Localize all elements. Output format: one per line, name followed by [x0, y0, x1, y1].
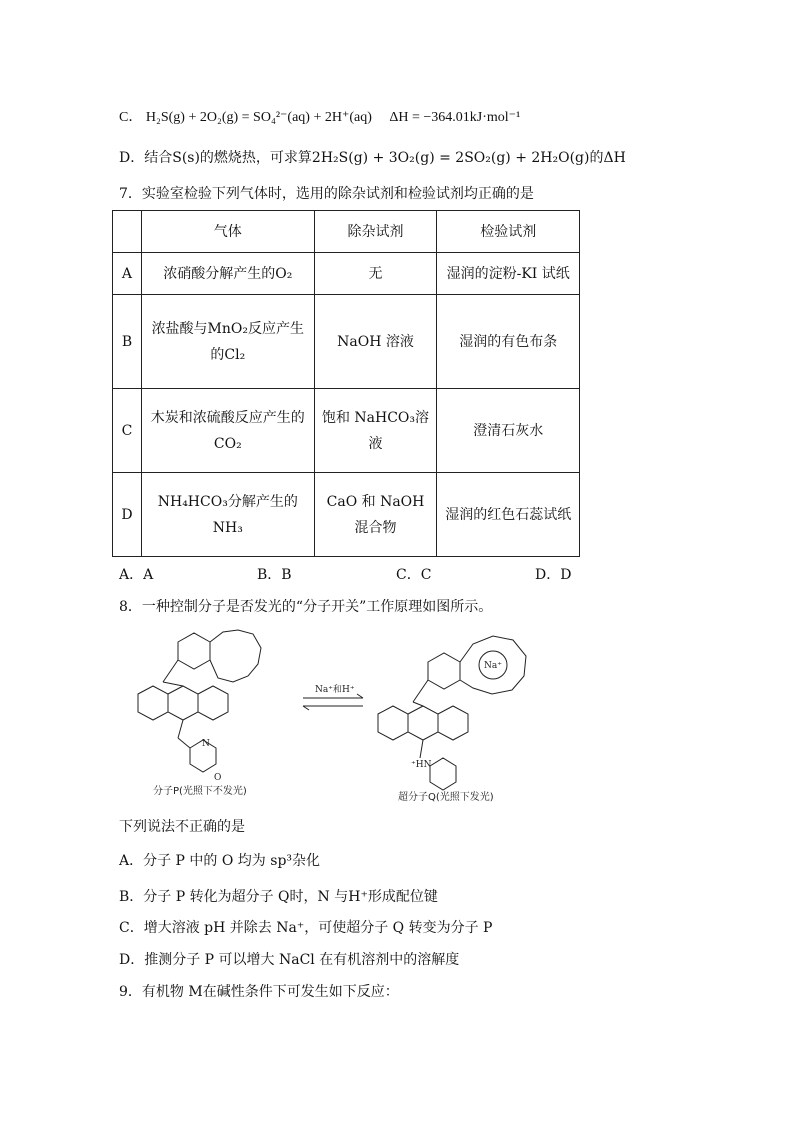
q7-option-a[interactable]: A．A: [119, 567, 154, 583]
remove-reagent-cell: CaO 和 NaOH 混合物: [314, 473, 437, 557]
q7-option-d[interactable]: D．D: [535, 567, 572, 583]
q7-option-b[interactable]: B．B: [257, 567, 292, 583]
row-label: D: [113, 473, 142, 557]
table-row: [113, 295, 580, 389]
q7-table: [112, 210, 580, 557]
test-reagent-cell: 湿润的淀粉-KI 试纸: [437, 253, 580, 295]
test-reagent-cell: 澄清石灰水: [437, 389, 580, 473]
table-row: [113, 253, 580, 295]
header-cell: 气体: [141, 211, 314, 253]
remove-reagent-cell: 饱和 NaHCO₃溶液: [314, 389, 437, 473]
q9-stem: 9．有机物 M在碱性条件下可发生如下反应：: [119, 984, 399, 1000]
row-label: A: [113, 253, 142, 295]
q8-option-a[interactable]: A．分子 P 中的 O 均为 sp³杂化: [119, 853, 321, 869]
q8-stem: 8．一种控制分子是否发光的“分子开关”工作原理如图所示。: [119, 599, 493, 615]
atom-n-label: N: [202, 739, 210, 749]
q6-option-c-enthalpy: ΔH = −364.01kJ·mol⁻¹: [389, 110, 521, 125]
test-reagent-cell: 湿润的红色石蕊试纸: [437, 473, 580, 557]
remove-reagent-cell: 无: [314, 253, 437, 295]
q6-option-d-text: 结合S(s)的燃烧热，可求算2H₂S(g) + 3O₂(g) = 2SO₂(g) + 2H₂O(g)的ΔH: [144, 150, 626, 166]
q8-option-d[interactable]: D．推测分子 P 可以增大 NaCl 在有机溶剂中的溶解度: [119, 952, 460, 968]
header-cell: [113, 211, 142, 253]
gas-cell: 浓硝酸分解产生的O₂: [141, 253, 314, 295]
protonated-amine-label: ⁺HN: [411, 760, 432, 770]
q6-option-c-label: C．: [119, 110, 143, 125]
molecule-p-structure: [138, 630, 261, 772]
q7-stem: 7．实验室检验下列气体时，选用的除杂试剂和检验试剂均正确的是: [119, 186, 534, 202]
molecule-q-structure: [378, 636, 526, 790]
gas-cell: 浓盐酸与MnO₂反应产生的Cl₂: [141, 295, 314, 389]
q6-option-d-label: D．: [119, 150, 145, 166]
test-reagent-cell: 湿润的有色布条: [437, 295, 580, 389]
gas-cell: 木炭和浓硫酸反应产生的CO₂: [141, 389, 314, 473]
table-row: [113, 473, 580, 557]
remove-reagent-cell: NaOH 溶液: [314, 295, 437, 389]
q6-option-c: [119, 108, 520, 128]
q6-option-c-equation: H₂S(g) + 2O₂(g) = SO₄²⁻(aq) + 2H⁺(aq): [145, 110, 372, 125]
q7-option-c[interactable]: C．C: [396, 567, 432, 583]
atom-o-label: O: [214, 773, 222, 783]
q8-option-b[interactable]: B．分子 P 转化为超分子 Q时，N 与H⁺形成配位键: [119, 889, 438, 905]
sodium-ion-label: Na⁺: [484, 661, 502, 671]
molecular-switch-figure: [108, 620, 548, 805]
row-label: B: [113, 295, 142, 389]
row-label: C: [113, 389, 142, 473]
table-header-row: [113, 211, 580, 253]
q8-prompt: 下列说法不正确的是: [119, 819, 245, 835]
gas-cell: NH₄HCO₃分解产生的NH₃: [141, 473, 314, 557]
q6-option-d: [119, 148, 626, 168]
q8-option-c[interactable]: C．增大溶液 pH 并除去 Na⁺，可使超分子 Q 转变为分子 P: [119, 920, 493, 936]
header-cell: 除杂试剂: [314, 211, 437, 253]
caption-molecule-q: 超分子Q(光照下发光): [398, 792, 494, 803]
caption-molecule-p: 分子P(光照下不发光): [153, 786, 247, 797]
table-row: [113, 389, 580, 473]
header-cell: 检验试剂: [437, 211, 580, 253]
arrow-condition-label: Na⁺和H⁺: [315, 685, 355, 695]
